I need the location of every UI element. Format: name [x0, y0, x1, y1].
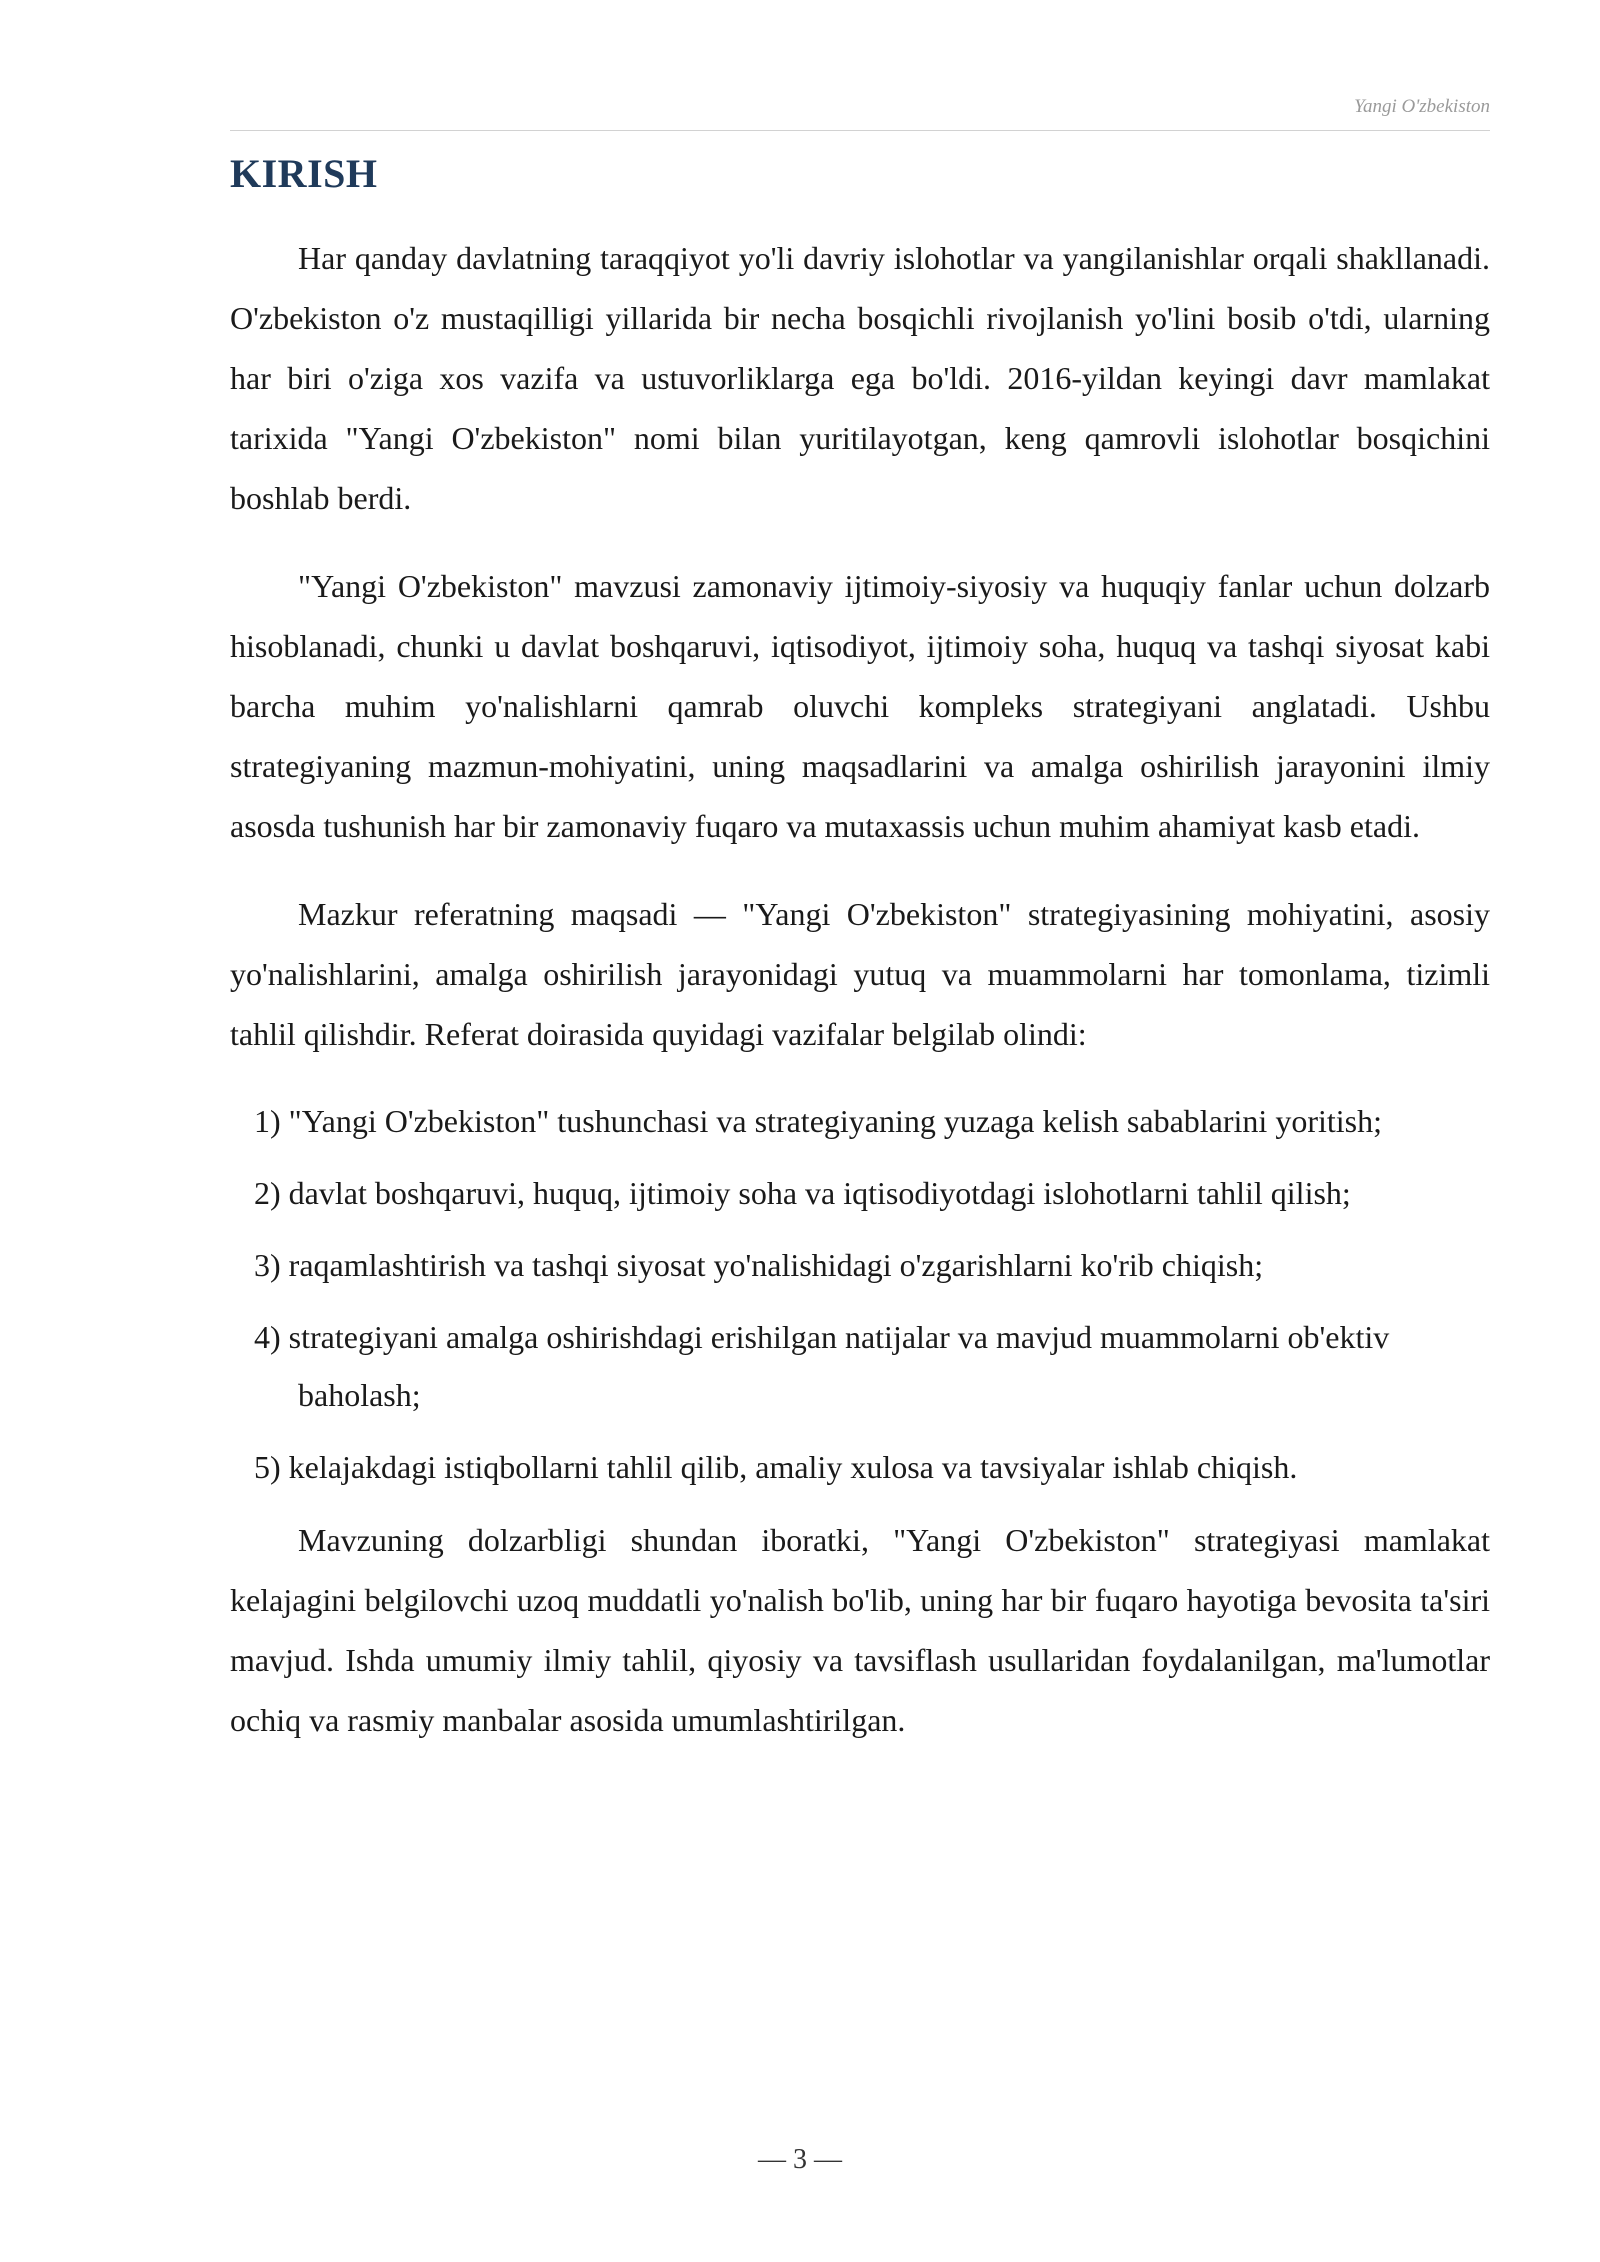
list-item-number: 5): [254, 1449, 281, 1485]
intro-paragraph-3: Mazkur referatning maqsadi — "Yangi O'zbekiston" strategiyasining mohiyatini, asosiy yo'nalishlarini, amalga oshirilish jarayonidagi yutuq va muammolarni har tomonlama, tizimli tahlil qilishdir. Referat doirasida quyidagi vazifalar belgilab olindi:: [230, 896, 1490, 1052]
list-item-text: strategiyani amalga oshirishdagi erishilgan natijalar va mavjud muammolarni ob'ektiv baholash;: [288, 1319, 1390, 1413]
list-item-number: 1): [254, 1103, 281, 1139]
document-body: [230, 228, 1490, 1778]
list-item: [230, 1236, 1490, 1294]
task-list: [230, 1092, 1490, 1496]
list-item-number: 2): [254, 1175, 281, 1211]
list-item-text: kelajakdagi istiqbollarni tahlil qilib, amaliy xulosa va tavsiyalar ishlab chiqish.: [288, 1449, 1298, 1485]
list-item: [230, 1438, 1490, 1496]
closing-paragraph: Mavzuning dolzarbligi shundan iboratki, "Yangi O'zbekiston" strategiyasi mamlakat kelajagini belgilovchi uzoq muddatli yo'nalish bo'lib, uning har bir fuqaro hayotiga bevosita ta'siri mavjud. Ishda umumiy ilmiy tahlil, qiyosiy va tavsiflash usullaridan foydalanilgan, ma'lumotlar ochiq va rasmiy manbalar asosida umumlashtirilgan.: [230, 1522, 1490, 1738]
list-item: [230, 1308, 1490, 1424]
list-item-text: davlat boshqaruvi, huquq, ijtimoiy soha va iqtisodiyotdagi islohotlarni tahlil qilish;: [288, 1175, 1351, 1211]
intro-paragraph-2: "Yangi O'zbekiston" mavzusi zamonaviy ijtimoiy-siyosiy va huquqiy fanlar uchun dolzarb hisoblanadi, chunki u davlat boshqaruvi, iqtisodiyot, ijtimoiy soha, huquq va tashqi siyosat kabi barcha muhim yo'nalishlarni qamrab oluvchi kompleks strategiyani anglatadi. Ushbu strategiyaning mazmun-mohiyatini, uning maqsadlarini va amalga oshirilish jarayonini ilmiy asosda tushunish har bir zamonaviy fuqaro va mutaxassis uchun muhim ahamiyat kasb etadi.: [230, 568, 1490, 844]
section-title: KIRISH: [230, 151, 378, 196]
page-number: — 3 —: [758, 2144, 842, 2175]
list-item-text: raqamlashtirish va tashqi siyosat yo'nalishidagi o'zgarishlarni ko'rib chiqish;: [288, 1247, 1264, 1283]
list-item-number: 4): [254, 1319, 281, 1355]
list-item-number: 3): [254, 1247, 281, 1283]
list-item: [230, 1092, 1490, 1150]
running-header: Yangi O'zbekiston: [1354, 96, 1490, 117]
header-divider: [230, 130, 1490, 131]
list-item-text: "Yangi O'zbekiston" tushunchasi va strategiyaning yuzaga kelish sabablarini yoritish;: [288, 1103, 1382, 1139]
list-item: [230, 1164, 1490, 1222]
intro-paragraph-1: Har qanday davlatning taraqqiyot yo'li davriy islohotlar va yangilanishlar orqali shakllanadi. O'zbekiston o'z mustaqilligi yillarida bir necha bosqichli rivojlanish yo'lini bosib o'tdi, ularning har biri o'ziga xos vazifa va ustuvorliklarga ega bo'ldi. 2016-yildan keyingi davr mamlakat tarixida "Yangi O'zbekiston" nomi bilan yuritilayotgan, keng qamrovli islohotlar bosqichini boshlab berdi.: [230, 240, 1490, 516]
